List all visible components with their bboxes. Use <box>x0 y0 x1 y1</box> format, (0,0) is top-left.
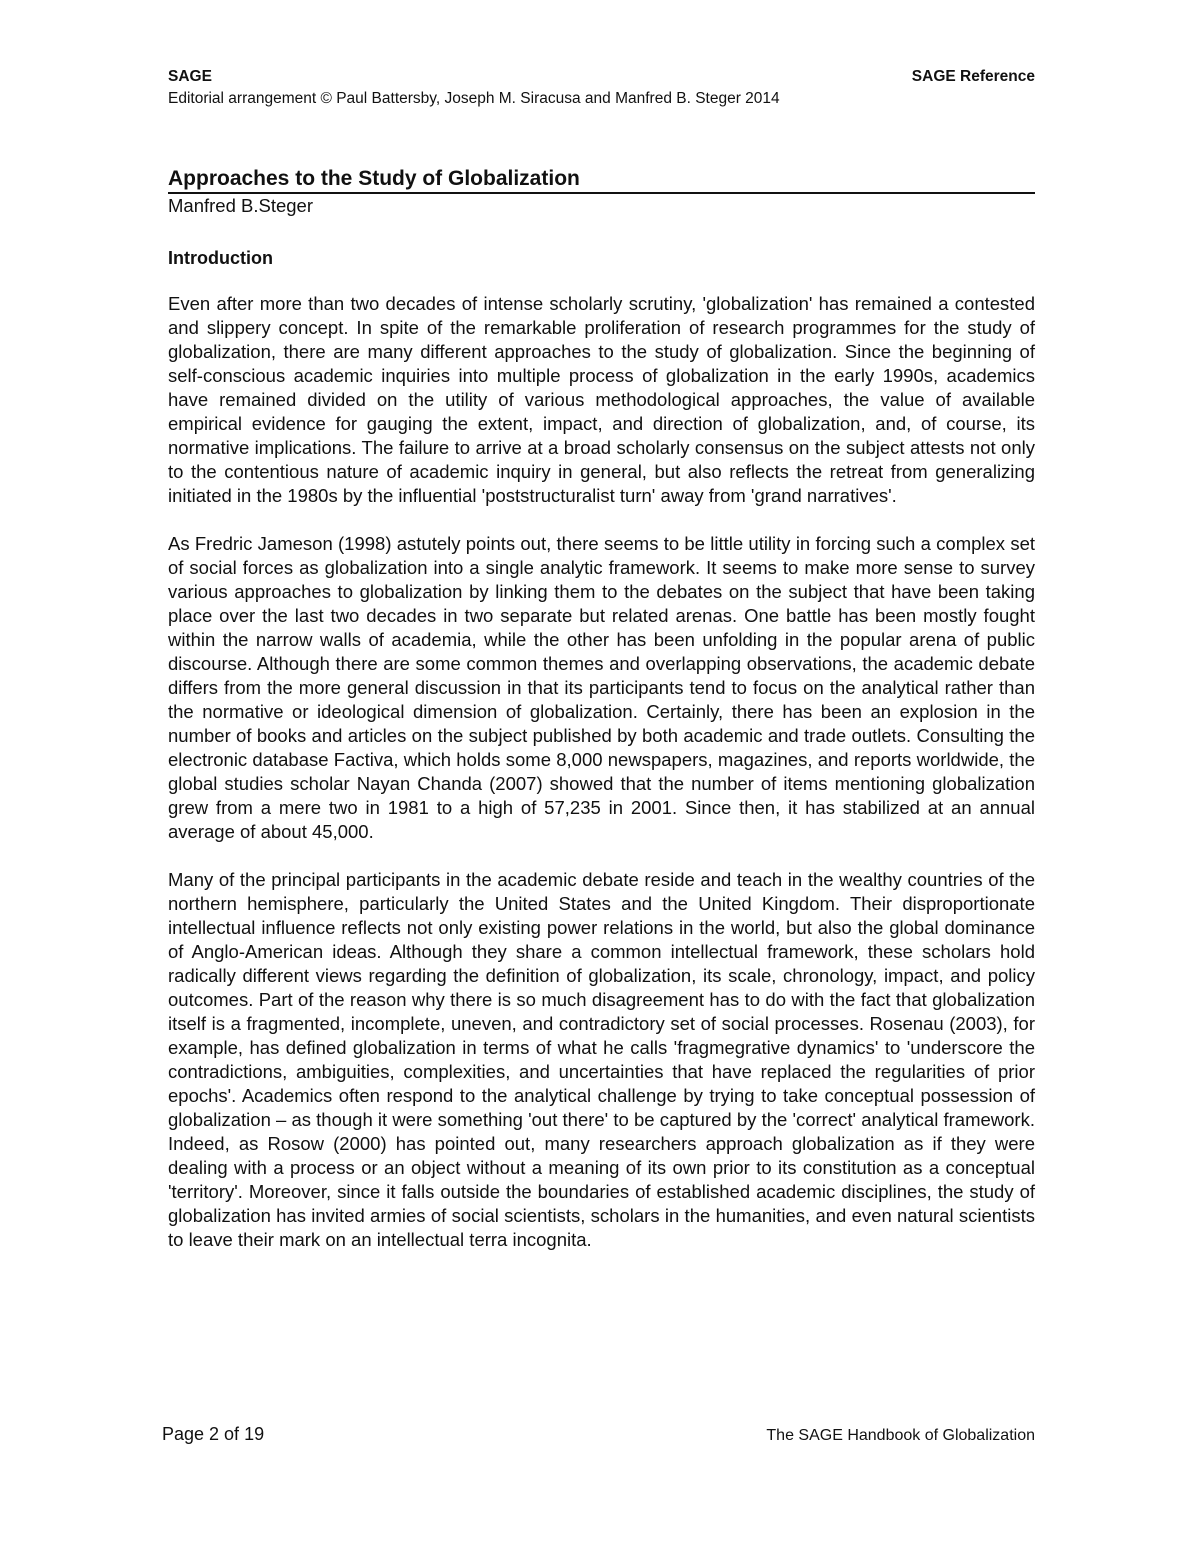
copyright-line: Editorial arrangement © Paul Battersby, Joseph M. Siracusa and Manfred B. Steger 2014 <box>168 90 780 107</box>
body-paragraph-3: Many of the principal participants in the academic debate reside and teach in the wealthy countries of the northern hemisphere, particularly the United States and the United Kingdom. Their disproportionate intellectual influence reflects not only existing power relations in the world, but also the global dominance of Anglo-American ideas. Although they share a common intellectual framework, these scholars hold radically different views regarding the definition of globalization, its scale, chronology, impact, and policy outcomes. Part of the reason why there is so much disagreement has to do with the fact that globalization itself is a fragmented, incomplete, uneven, and contradictory set of social processes. Rosenau (2003), for example, has defined globalization in terms of what he calls 'fragmegrative dynamics' to 'underscore the contradictions, ambiguities, complexities, and uncertainties that have replaced the regularities of prior epochs'. Academics often respond to the analytical challenge by trying to take conceptual possession of globalization – as though it were something 'out there' to be captured by the 'correct' analytical framework. Indeed, as Rosow (2000) has pointed out, many researchers approach globalization as if they were dealing with a process or an object without a meaning of its own prior to its constitution as a conceptual 'territory'. Moreover, since it falls outside the boundaries of established academic disciplines, the study of globalization has invited armies of social scientists, scholars in the humanities, and even natural scientists to leave their mark on an intellectual terra incognita. <box>168 869 1035 1250</box>
page-number: Page 2 of 19 <box>162 1424 265 1444</box>
book-title: The SAGE Handbook of Globalization <box>766 1427 1035 1444</box>
body-paragraph-2: As Fredric Jameson (1998) astutely points out, there seems to be little utility in forcing such a complex set of social forces as globalization into a single analytic framework. It seems to make more sense to survey various approaches to globalization by linking them to the debates on the subject that have been taking place over the last two decades in two separate but related arenas. One battle has been mostly fought within the narrow walls of academia, while the other has been unfolding in the popular arena of public discourse. Although there are some common themes and overlapping observations, the academic debate differs from the more general discussion in that its participants tend to focus on the analytical rather than the normative or ideological dimension of globalization. Certainly, there has been an explosion in the number of books and articles on the subject published by both academic and trade outlets. Consulting the electronic database Factiva, which holds some 8,000 newspapers, magazines, and reports worldwide, the global studies scholar Nayan Chanda (2007) showed that the number of items mentioning globalization grew from a mere two in 1981 to a high of 57,235 in 2001. Since then, it has stabilized at an annual average of about 45,000. <box>168 533 1035 842</box>
article-author: Manfred B.Steger <box>168 195 313 216</box>
collection-name: SAGE Reference <box>911 68 1035 85</box>
section-heading: Introduction <box>168 248 273 268</box>
page-footer <box>162 1422 1035 1448</box>
article-title: Approaches to the Study of Globalization <box>168 166 1035 194</box>
document-page <box>168 66 1035 1252</box>
body-paragraph-1: Even after more than two decades of intense scholarly scrutiny, 'globalization' has remained a contested and slippery concept. In spite of the remarkable proliferation of research programmes for the study of globalization, there are many different approaches to the study of globalization. Since the beginning of self-conscious academic inquiries into multiple process of globalization in the early 1990s, academics have remained divided on the utility of various methodological approaches, the value of available empirical evidence for gauging the extent, impact, and direction of globalization, and, of course, its normative implications. The failure to arrive at a broad scholarly consensus on the subject attests not only to the contentious nature of academic inquiry in general, but also reflects the retreat from generalizing initiated in the 1980s by the influential 'poststructuralist turn' away from 'grand narratives'. <box>168 293 1035 506</box>
publisher-name: SAGE <box>168 68 212 85</box>
running-header <box>168 66 1035 88</box>
